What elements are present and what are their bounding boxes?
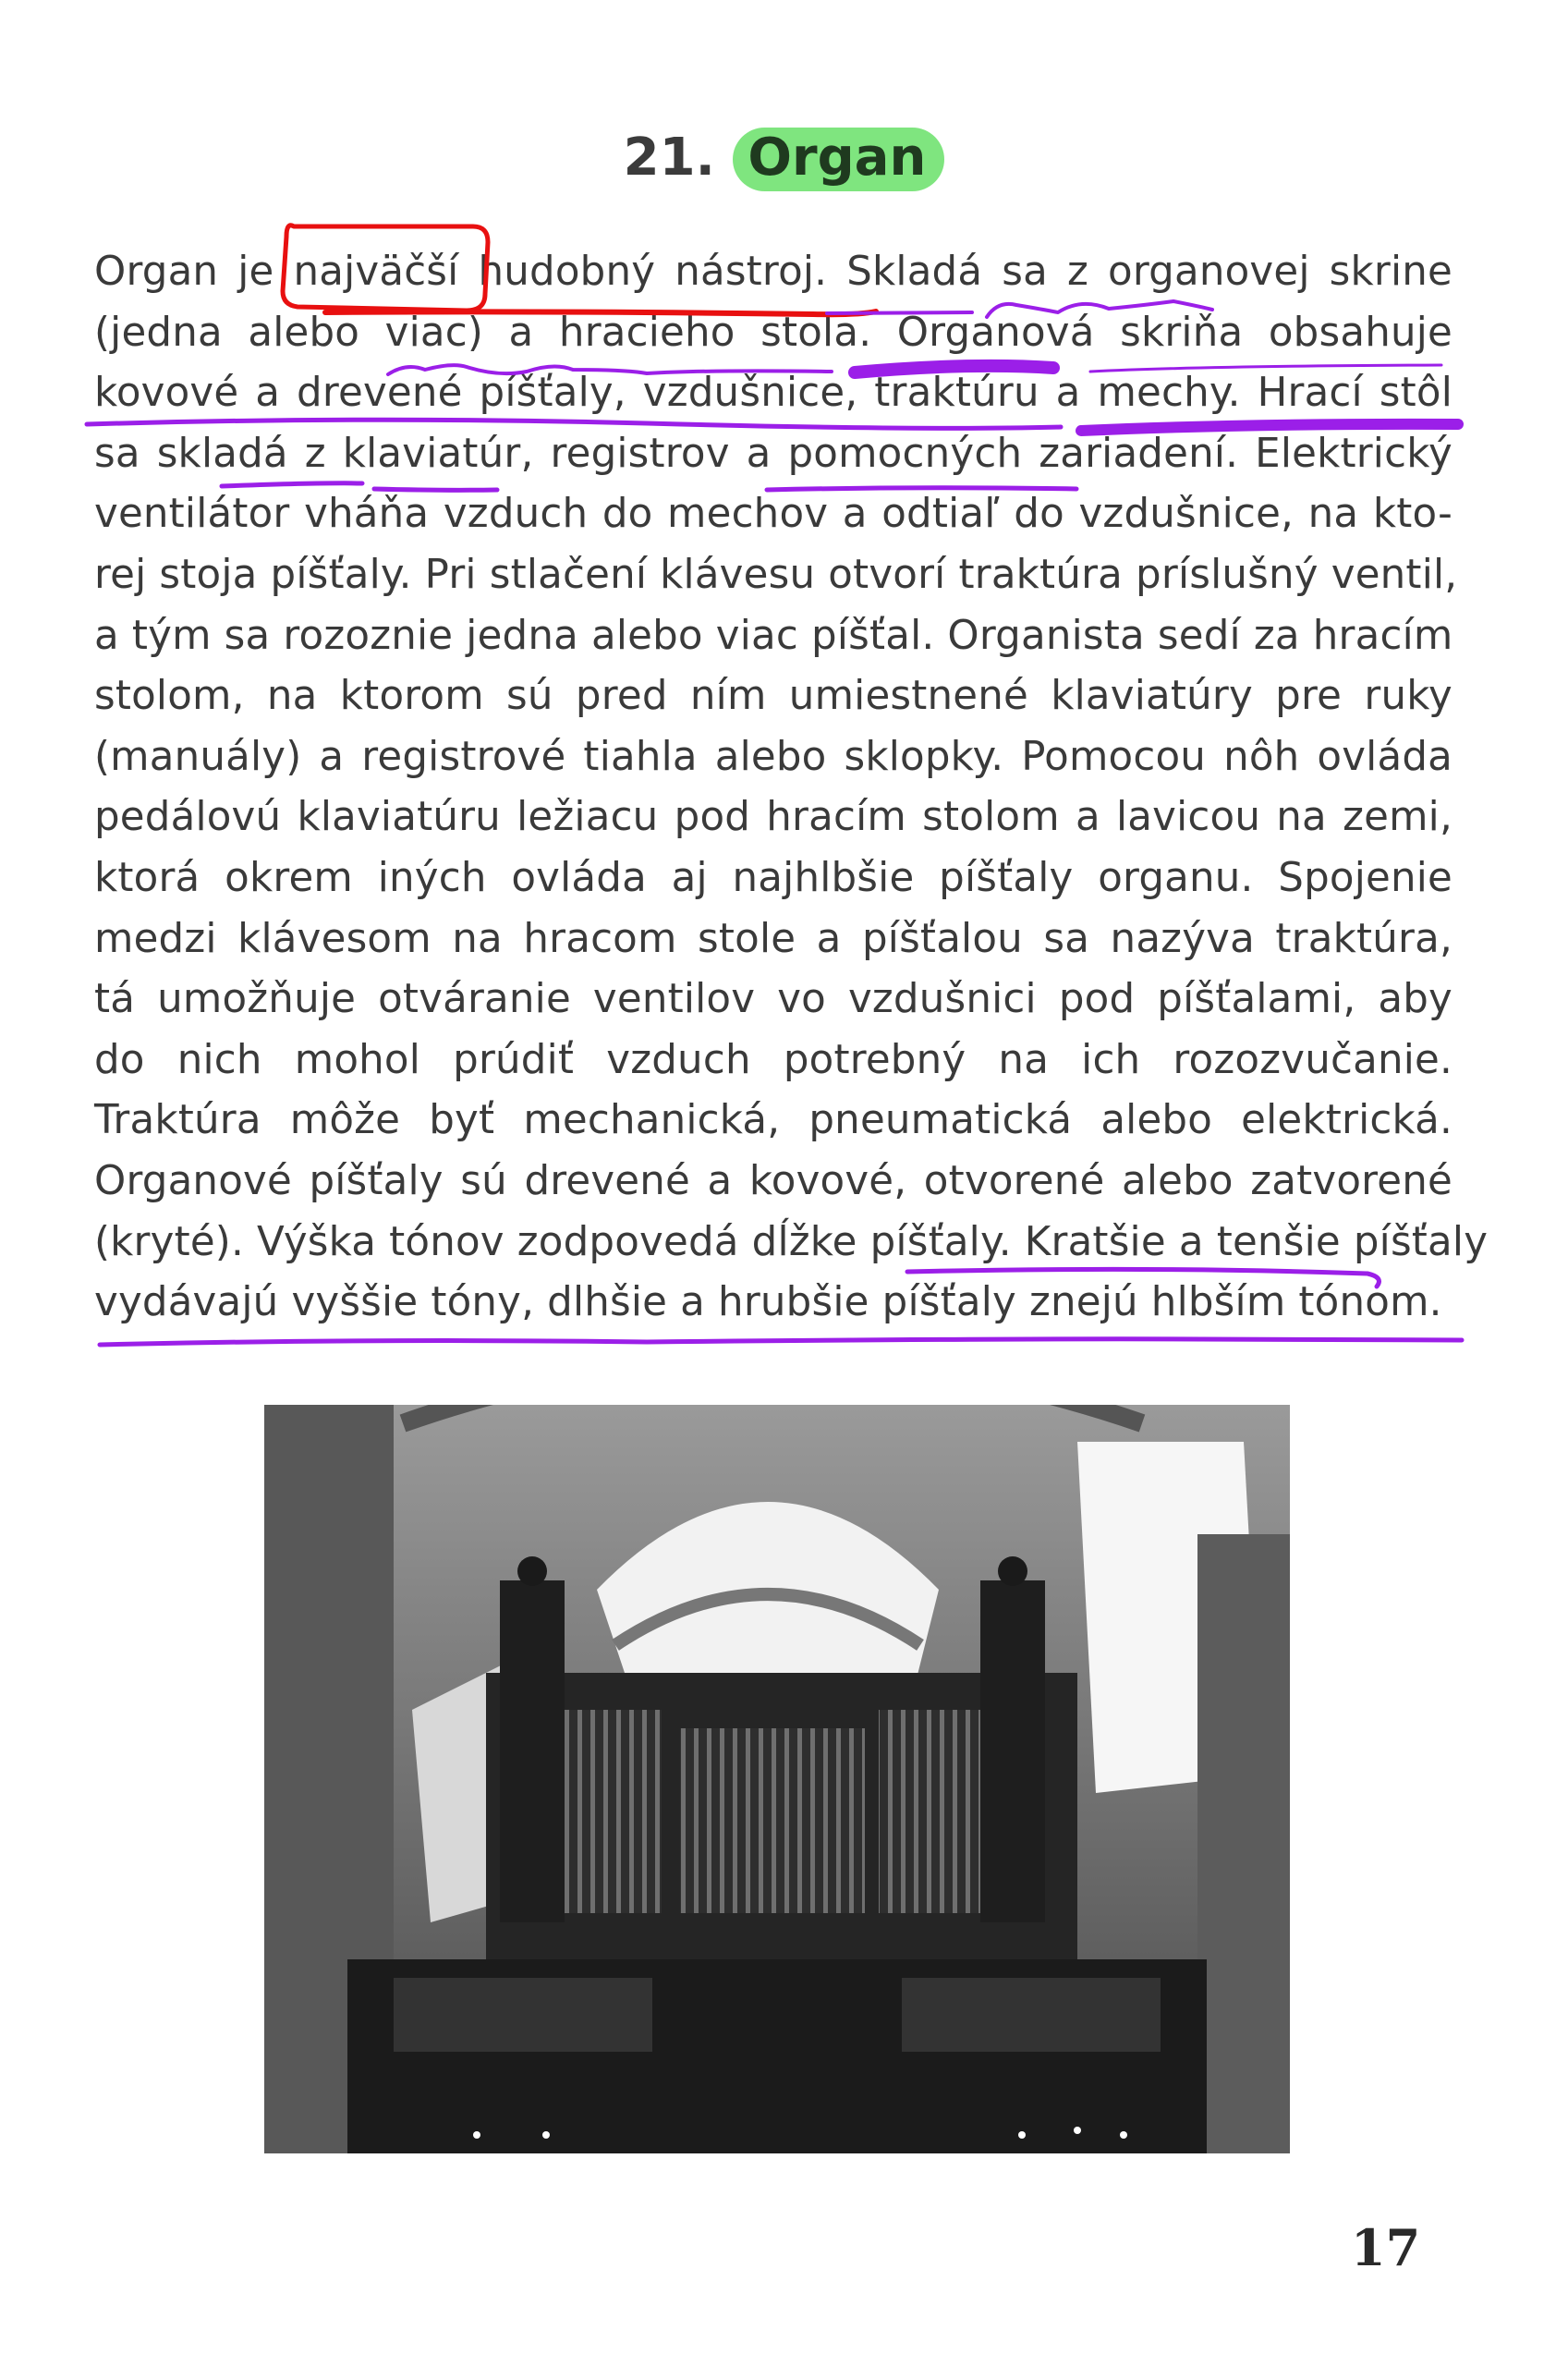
text-line: (manuály) a registrové tiahla alebo sklopky. Pomocou nôh ovláda — [94, 733, 1453, 780]
text-line: Organ je najväčší hudobný nástroj. Skladá sa z organovej skrine — [94, 249, 1453, 295]
text-line: rej stoja píšťaly. Pri stlačení klávesu otvorí traktúra príslušný ventil, — [94, 551, 1458, 598]
text-line: Traktúra môže byť mechanická, pneumatická alebo elektrická. — [94, 1097, 1453, 1144]
church-organ-illustration — [264, 1405, 1290, 2153]
text-line: do nich mohol prúdiť vzduch potrebný na ich rozozvučanie. — [94, 1036, 1453, 1083]
organ-photo — [264, 1405, 1290, 2153]
chapter-number: 21. — [623, 128, 715, 188]
body-paragraph — [94, 242, 1489, 1334]
text-line: tá umožňuje otváranie ventilov vo vzdušnici pod píšťalami, aby — [94, 976, 1453, 1023]
text-line: medzi klávesom na hracom stole a píšťalou sa nazýva traktúra, — [94, 915, 1453, 962]
text-line: Organové píšťaly sú drevené a kovové, otvorené alebo zatvorené — [94, 1157, 1453, 1204]
text-line: a tým sa rozoznie jedna alebo viac píšťal. Organista sedí za hracím — [94, 612, 1453, 659]
text-line: ventilátor vháňa vzduch do mechov a odtiaľ do vzdušnice, na kto- — [94, 491, 1453, 538]
chapter-heading — [0, 128, 1568, 188]
text-line: ktorá okrem iných ovláda aj najhlbšie píšťaly organu. Spojenie — [94, 854, 1453, 901]
text-line: stolom, na ktorom sú pred ním umiestnené klaviatúry pre ruky — [94, 673, 1453, 720]
page-number: 17 — [1351, 2218, 1421, 2277]
chapter-title-highlighted: Organ — [733, 128, 944, 191]
purple-underline — [100, 1339, 1462, 1345]
text-line: kovové a drevené píšťaly, vzdušnice, traktúru a mechy. Hrací stôl — [94, 370, 1453, 417]
text-line: (kryté). Výška tónov zodpovedá dĺžke píšťaly. Kratšie a tenšie píšťaly — [94, 1218, 1489, 1265]
text-line: pedálovú klaviatúru ležiacu pod hracím stolom a lavicou na zemi, — [94, 794, 1453, 841]
text-line: (jedna alebo viac) a hracieho stola. Organová skriňa obsahuje — [94, 309, 1453, 356]
text-line: sa skladá z klaviatúr, registrov a pomocných zariadení. Elektrický — [94, 430, 1453, 477]
text-line: vydávajú vyššie tóny, dlhšie a hrubšie píšťaly znejú hlbším tónom. — [94, 1279, 1442, 1326]
